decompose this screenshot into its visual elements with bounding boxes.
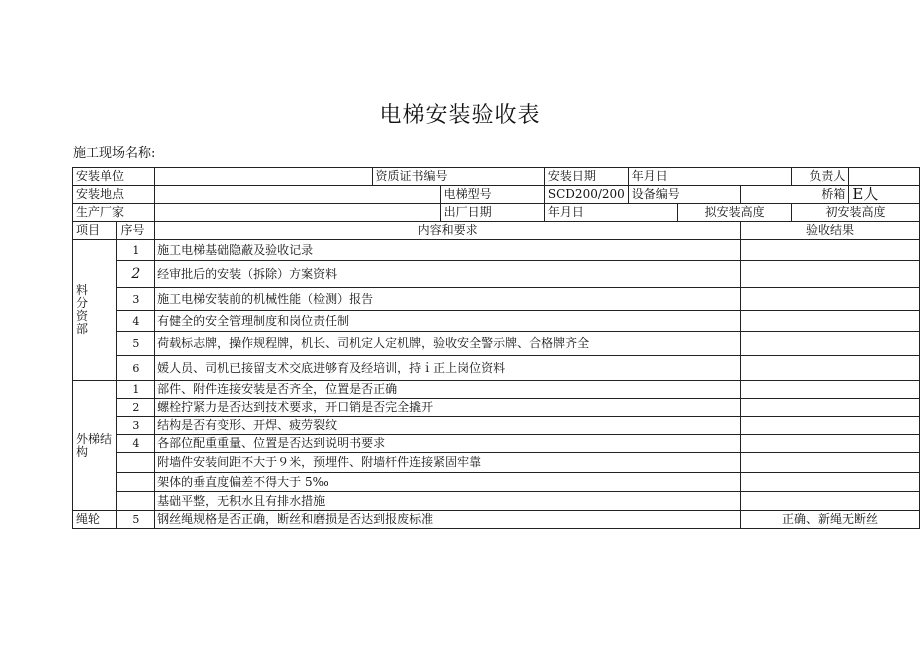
row-content: 附墙件安装间距不大于９米，预埋件、附墙杆件连接紧固牢靠 xyxy=(155,453,741,473)
row-result[interactable] xyxy=(741,288,920,311)
initial-height-label: 初安装高度 xyxy=(791,204,919,222)
planned-height-label: 拟安装高度 xyxy=(678,204,792,222)
responsible-value[interactable] xyxy=(849,168,920,186)
table-row xyxy=(73,492,920,511)
extra-value: E人 xyxy=(849,186,920,204)
row-seq: 4 xyxy=(117,311,155,332)
table-row xyxy=(73,332,920,356)
row-result[interactable] xyxy=(741,240,920,261)
acceptance-table xyxy=(72,167,920,529)
row-content: 施工电梯安装前的机械性能（检测）报告 xyxy=(155,288,741,311)
row-seq: 4 xyxy=(117,435,155,453)
install-unit-label: 安装单位 xyxy=(73,168,155,186)
install-date-label: 安装日期 xyxy=(544,168,628,186)
install-date-value: 年月日 xyxy=(628,168,791,186)
column-header-row xyxy=(73,222,920,240)
row-seq xyxy=(117,453,155,473)
row-result[interactable] xyxy=(741,381,920,399)
row-result[interactable] xyxy=(741,453,920,473)
row-result[interactable] xyxy=(741,311,920,332)
row-content: 有健全的安全管理制度和岗位责任制 xyxy=(155,311,741,332)
row-result[interactable] xyxy=(741,473,920,492)
row-content: 钢丝绳规格是否正确，断丝和磨损是否达到报废标准 xyxy=(155,511,741,529)
row-seq: 3 xyxy=(117,288,155,311)
row-result[interactable] xyxy=(741,261,920,288)
row-seq: 6 xyxy=(117,356,155,381)
row-seq: 5 xyxy=(117,511,155,529)
manufacturer-label: 生产厂家 xyxy=(73,204,155,222)
bridge-label: 桥箱 xyxy=(741,186,849,204)
row-content: 各部位配重重量、位置是否达到说明书要求 xyxy=(155,435,741,453)
row-result[interactable] xyxy=(741,356,920,381)
header-row-3 xyxy=(73,204,920,222)
row-content: 结构是否有变形、开焊、疲劳裂纹 xyxy=(155,417,741,435)
row-result[interactable] xyxy=(741,399,920,417)
row-content: 部件、附件连接安装是否齐全，位置是否正确 xyxy=(155,381,741,399)
row-seq xyxy=(117,492,155,511)
table-row xyxy=(73,473,920,492)
install-site-value[interactable] xyxy=(155,186,440,204)
row-seq: 1 xyxy=(117,381,155,399)
row-content: 施工电梯基础隐蔽及验收记录 xyxy=(155,240,741,261)
table-row xyxy=(73,311,920,332)
site-name-label: 施工现场名称: xyxy=(73,146,156,161)
row-result[interactable] xyxy=(741,417,920,435)
row-content: 媛人员、司机已接留支术交底进够育及经培训，持ｉ正上岗位资料 xyxy=(155,356,741,381)
table-row xyxy=(73,435,920,453)
col-seq: 序号 xyxy=(117,222,155,240)
table-row xyxy=(73,399,920,417)
install-unit-value[interactable] xyxy=(155,168,372,186)
table-row xyxy=(73,381,920,399)
table-row xyxy=(73,511,920,529)
manufacturer-value[interactable] xyxy=(155,204,440,222)
header-row-2 xyxy=(73,186,920,204)
table-row xyxy=(73,356,920,381)
table-row xyxy=(73,261,920,288)
group-name: 料 分 资 部 xyxy=(73,240,117,381)
install-site-label: 安装地点 xyxy=(73,186,155,204)
factory-date-label: 出厂日期 xyxy=(440,204,544,222)
table-row xyxy=(73,417,920,435)
cert-no-label: 资质证书编号 xyxy=(372,168,544,186)
model-value: SCD200/200 xyxy=(544,186,628,204)
row-seq: 2 xyxy=(117,399,155,417)
model-label: 电梯型号 xyxy=(440,186,544,204)
row-result[interactable]: 正确、新绳无断丝 xyxy=(741,511,920,529)
row-seq: 1 xyxy=(117,240,155,261)
table-row xyxy=(73,240,920,261)
row-seq: 3 xyxy=(117,417,155,435)
col-item: 项目 xyxy=(73,222,117,240)
group-name: 绳轮 xyxy=(73,511,117,529)
row-seq: 5 xyxy=(117,332,155,356)
row-result[interactable] xyxy=(741,332,920,356)
row-content: 经审批后的安装（拆除）方案资料 xyxy=(155,261,741,288)
factory-date-value: 年月日 xyxy=(544,204,677,222)
row-content: 基础平整，无积水且有排水措施 xyxy=(155,492,741,511)
table-row xyxy=(73,288,920,311)
row-content: 螺栓拧紧力是否达到技术要求，开口销是否完全撬开 xyxy=(155,399,741,417)
row-seq: 2 xyxy=(117,261,155,288)
row-content: 架体的垂直度偏差不得大于 5‰ xyxy=(155,473,741,492)
row-seq xyxy=(117,473,155,492)
group-name: 外梯结 构 xyxy=(73,381,117,511)
page-title: 电梯安装验收表 xyxy=(379,103,541,128)
header-row-1 xyxy=(73,168,920,186)
responsible-label: 负责人 xyxy=(791,168,848,186)
row-result[interactable] xyxy=(741,435,920,453)
col-content: 内容和要求 xyxy=(155,222,741,240)
col-result: 验收结果 xyxy=(741,222,920,240)
row-content: 荷载标志牌，操作规程牌，机长、司机定人定机牌，验收安全警示牌、合格牌齐全 xyxy=(155,332,741,356)
row-result[interactable] xyxy=(741,492,920,511)
device-no-label: 设备编号 xyxy=(628,186,740,204)
table-row xyxy=(73,453,920,473)
